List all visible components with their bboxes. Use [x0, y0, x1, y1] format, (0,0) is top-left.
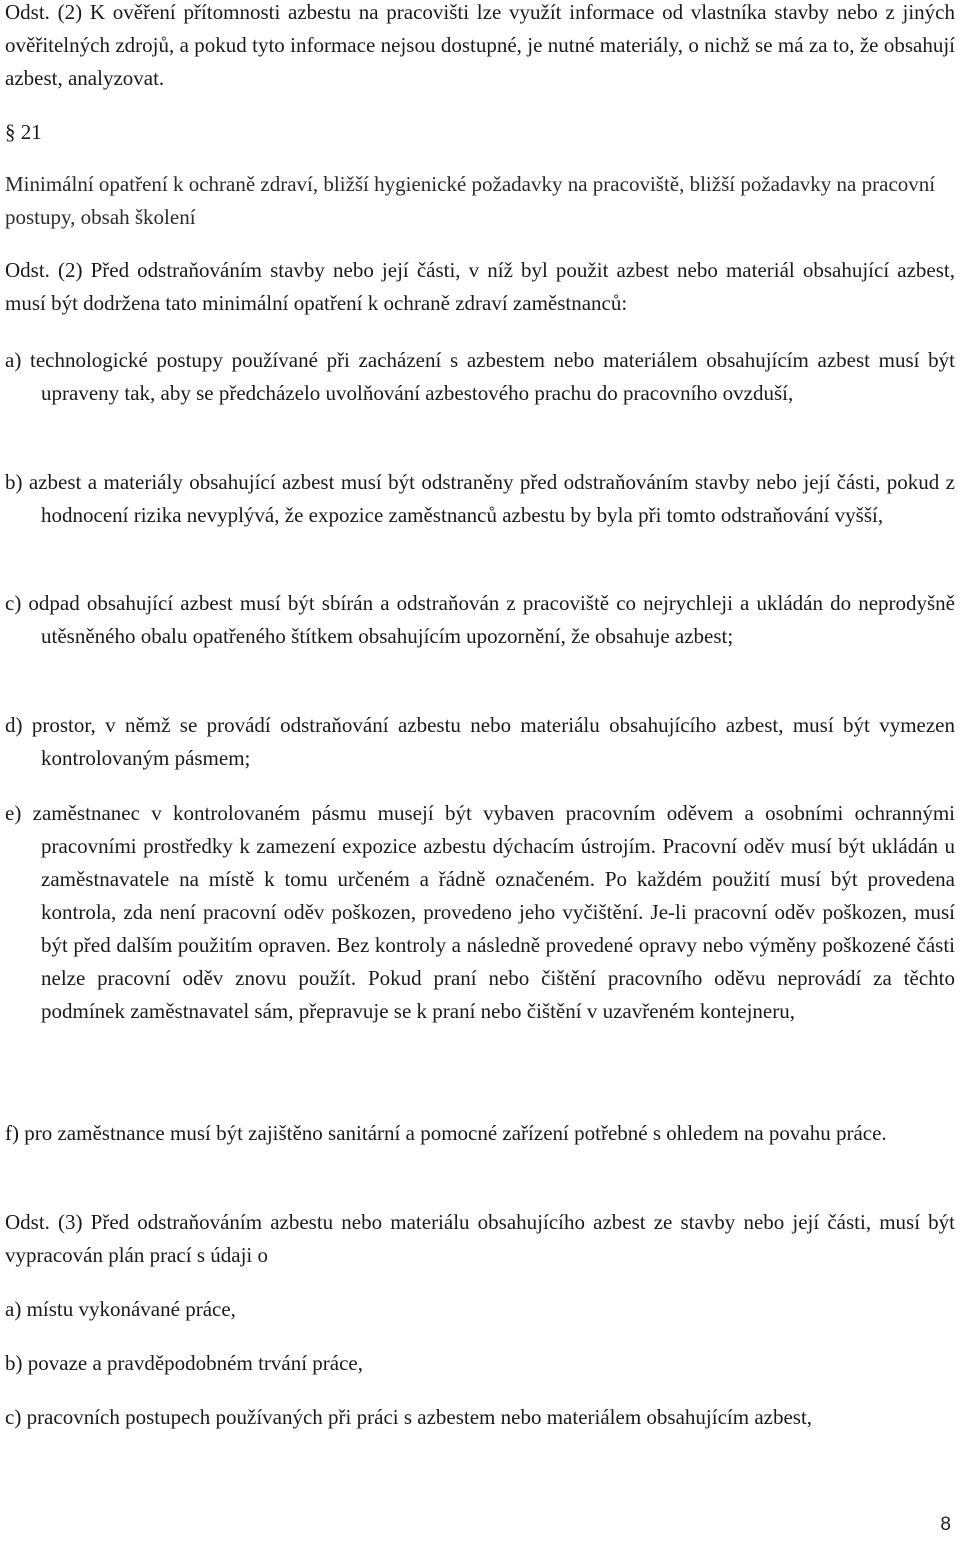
list-item-3b: b) povaze a pravděpodobném trvání práce,	[5, 1351, 364, 1375]
list-item-a: a) technologické postupy používané při zacházení s azbestem nebo materiálem obsahujícím azbest musí být upraveny tak, aby se předcházelo uvolňování azbestového prachu do pracovního ovzduší,	[5, 348, 955, 405]
list-item-3c: c) pracovních postupech používaných při práci s azbestem nebo materiálem obsahujícím azbest,	[5, 1405, 813, 1429]
paragraph-odst-2-intro: Odst. (2) K ověření přítomnosti azbestu na pracovišti lze využít informace od vlastníka stavby nebo z jiných ověřitelných zdrojů, a pokud tyto informace nejsou dostupné, je nutné materiály, o nichž se má za to, že obsahují azbest, analyzovat.	[5, 0, 955, 90]
paragraph-odst-2: Odst. (2) Před odstraňováním stavby nebo její části, v níž byl použit azbest nebo materiál obsahující azbest, musí být dodržena tato minimální opatření k ochraně zdraví zaměstnanců:	[5, 258, 955, 315]
section-heading: Minimální opatření k ochraně zdraví, bližší hygienické požadavky na pracoviště, bližší požadavky na pracovní postupy, obsah školení	[5, 172, 936, 229]
section-number: § 21	[5, 120, 42, 144]
list-item-b: b) azbest a materiály obsahující azbest musí být odstraněny před odstraňováním stavby nebo její části, pokud z hodnocení rizika nevyplývá, že expozice zaměstnanců azbestu by byla při tomto odstraňování vyšší,	[5, 470, 955, 527]
page-number: 8	[940, 1514, 951, 1535]
list-item-c: c) odpad obsahující azbest musí být sbírán a odstraňován z pracoviště co nejrychleji a ukládán do neprodyšně utěsněného obalu opatřeného štítkem obsahujícím upozornění, že obsahuje azbest;	[5, 591, 955, 648]
list-item-3a: a) místu vykonávané práce,	[5, 1297, 236, 1321]
paragraph-odst-3: Odst. (3) Před odstraňováním azbestu nebo materiálu obsahujícího azbest ze stavby nebo její části, musí být vypracován plán prací s údaji o	[5, 1210, 955, 1267]
list-item-f: f) pro zaměstnance musí být zajištěno sanitární a pomocné zařízení potřebné s ohledem na povahu práce.	[5, 1121, 887, 1145]
list-item-d: d) prostor, v němž se provádí odstraňování azbestu nebo materiálu obsahujícího azbest, musí být vymezen kontrolovaným pásmem;	[5, 713, 955, 770]
list-item-e: e) zaměstnanec v kontrolovaném pásmu musejí být vybaven pracovním oděvem a osobními ochrannými pracovními prostředky k zamezení expozice azbestu dýchacím ústrojím. Pracovní oděv musí být ukládán u zaměstnavatele na místě k tomu určeném a řádně označeném. Po každém použití musí být provedena kontrola, zda není pracovní oděv poškozen, provedeno jeho vyčištění. Je-li pracovní oděv poškozen, musí být před dalším použitím opraven. Bez kontroly a následně provedené opravy nebo výměny poškozené části nelze pracovní oděv znovu použít. Pokud praní nebo čištění pracovního oděvu neprovádí za těchto podmínek zaměstnavatel sám, přepravuje se k praní nebo čištění v uzavřeném kontejneru,	[5, 801, 955, 1023]
